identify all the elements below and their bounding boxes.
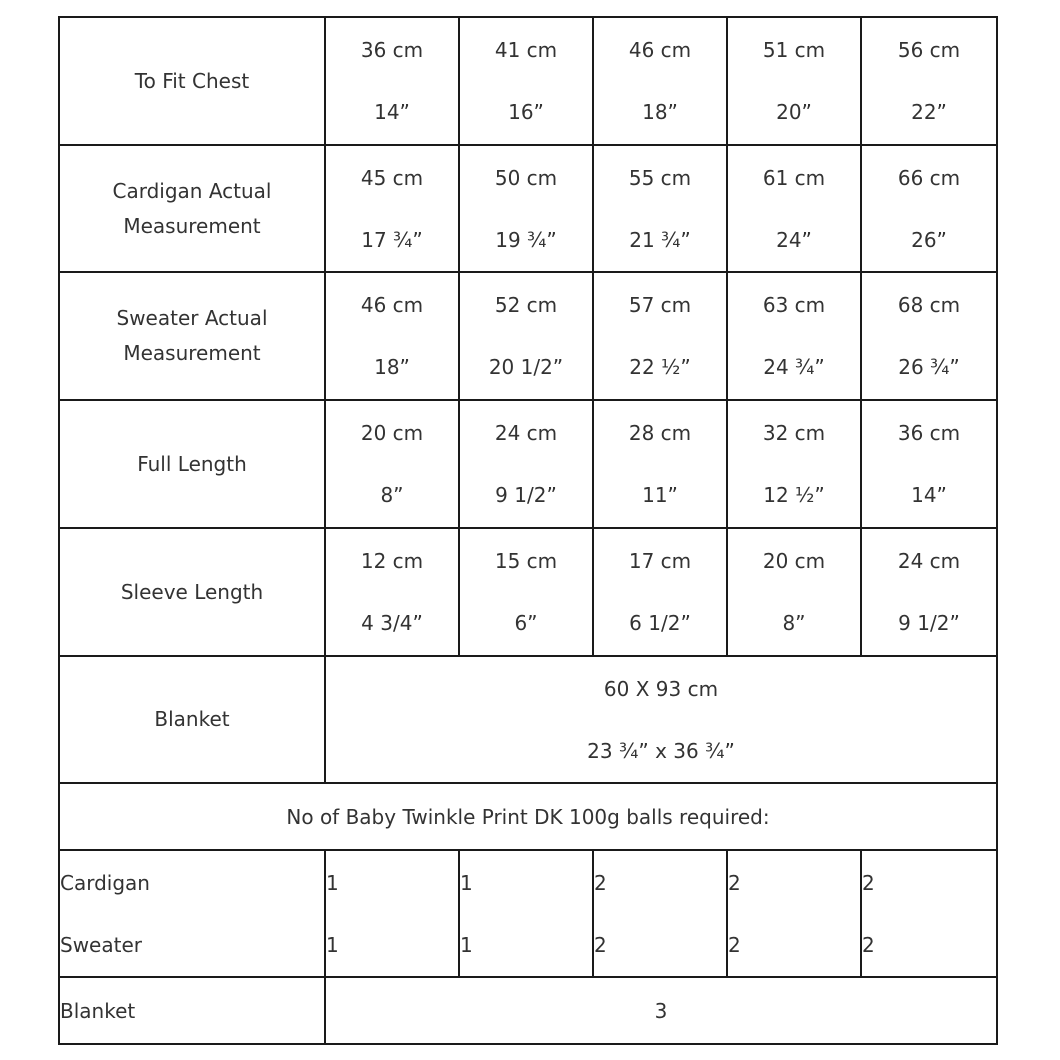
- size-cell: [325, 528, 459, 656]
- row-balls-garments: [59, 850, 997, 977]
- cardigan-count: 1: [460, 870, 473, 895]
- inch-value: 16”: [508, 100, 544, 124]
- inch-value: 14”: [374, 100, 410, 124]
- cm-value: 61 cm: [762, 165, 826, 190]
- label-text: Full Length: [137, 451, 247, 476]
- inch-value: 12 ½”: [763, 483, 825, 507]
- row-yarn-title: [59, 783, 997, 850]
- sweater-count: 1: [326, 932, 339, 957]
- cm-value: 55 cm: [628, 165, 692, 190]
- cm-value: 20 cm: [360, 421, 424, 445]
- inch-value: 21 ¾”: [629, 227, 691, 252]
- ball-count-cell: [861, 850, 997, 977]
- cm-value: 36 cm: [897, 421, 961, 445]
- inch-value: 20”: [776, 100, 812, 124]
- cardigan-count: 2: [594, 870, 607, 895]
- size-cell: [861, 272, 997, 400]
- size-cell: [593, 400, 727, 528]
- size-cell: [727, 17, 861, 145]
- label-text: Blanket: [154, 707, 230, 731]
- inch-value: 4 3/4”: [361, 611, 423, 635]
- cm-value: 46 cm: [360, 293, 424, 317]
- inch-value: 19 ¾”: [495, 227, 557, 252]
- inch-value: 22 ½”: [629, 355, 691, 379]
- row-full-length: [59, 400, 997, 528]
- row-label: [59, 528, 325, 656]
- row-label: [59, 400, 325, 528]
- cm-value: 63 cm: [762, 293, 826, 317]
- cm-value: 50 cm: [494, 165, 558, 190]
- row-label: [59, 656, 325, 783]
- cm-value: 60 X 93 cm: [603, 676, 719, 701]
- cm-value: 66 cm: [897, 165, 961, 190]
- size-cell: [459, 528, 593, 656]
- inch-value: 9 1/2”: [898, 611, 960, 635]
- cm-value: 12 cm: [360, 549, 424, 573]
- cm-value: 68 cm: [897, 293, 961, 317]
- inch-value: 20 1/2”: [488, 355, 564, 379]
- size-cell: [593, 528, 727, 656]
- cm-value: 52 cm: [494, 293, 558, 317]
- sweater-count: 1: [460, 932, 473, 957]
- sweater-count: 2: [594, 932, 607, 957]
- size-cell: [727, 145, 861, 272]
- row-blanket-size: [59, 656, 997, 783]
- inch-value: 6 1/2”: [629, 611, 691, 635]
- size-cell: [593, 17, 727, 145]
- row-to-fit-chest: [59, 17, 997, 145]
- cm-value: 36 cm: [360, 38, 424, 62]
- inch-value: 17 ¾”: [361, 227, 423, 252]
- size-cell: [727, 528, 861, 656]
- cm-value: 24 cm: [897, 549, 961, 573]
- size-cell: [459, 272, 593, 400]
- row-sweater-actual: [59, 272, 997, 400]
- ball-count-cell: [459, 850, 593, 977]
- cm-value: 17 cm: [628, 549, 692, 573]
- label-text: Cardigan: [60, 870, 150, 895]
- cardigan-count: 2: [862, 870, 875, 895]
- sweater-count: 2: [862, 932, 875, 957]
- size-cell: [861, 145, 997, 272]
- size-cell: [861, 528, 997, 656]
- label-text: Sweater Actual: [116, 306, 268, 330]
- yarn-requirement-title: No of Baby Twinkle Print DK 100g balls required:: [59, 783, 997, 850]
- label-text: Measurement: [123, 213, 261, 238]
- cm-value: 24 cm: [494, 421, 558, 445]
- size-cell: [325, 272, 459, 400]
- size-cell: [459, 145, 593, 272]
- row-label: [59, 17, 325, 145]
- label-text: Cardigan Actual: [112, 178, 272, 203]
- size-cell: [325, 145, 459, 272]
- inch-value: 8”: [782, 611, 806, 635]
- blanket-ball-count: 3: [325, 977, 997, 1044]
- ball-count-cell: [593, 850, 727, 977]
- size-cell: [861, 17, 997, 145]
- size-cell: [861, 400, 997, 528]
- inch-value: 9 1/2”: [495, 483, 557, 507]
- inch-value: 11”: [642, 483, 678, 507]
- size-cell: [325, 400, 459, 528]
- row-label: Blanket: [59, 977, 325, 1044]
- ball-count-cell: [325, 850, 459, 977]
- inch-value: 26”: [911, 227, 947, 252]
- size-cell: [459, 400, 593, 528]
- sweater-count: 2: [728, 932, 741, 957]
- inch-value: 26 ¾”: [898, 355, 960, 379]
- cardigan-count: 2: [728, 870, 741, 895]
- row-label: [59, 272, 325, 400]
- inch-value: 18”: [374, 355, 410, 379]
- cm-value: 15 cm: [494, 549, 558, 573]
- garment-labels: [59, 850, 325, 977]
- label-text: Sweater: [60, 932, 142, 957]
- inch-value: 14”: [911, 483, 947, 507]
- size-cell: [727, 272, 861, 400]
- label-text: Measurement: [123, 341, 261, 365]
- row-sleeve-length: [59, 528, 997, 656]
- size-cell: [593, 272, 727, 400]
- row-blanket-balls: [59, 977, 997, 1044]
- cm-value: 28 cm: [628, 421, 692, 445]
- label-text: To Fit Chest: [134, 68, 250, 93]
- inch-value: 23 ¾” x 36 ¾”: [587, 738, 735, 763]
- cm-value: 32 cm: [762, 421, 826, 445]
- inch-value: 8”: [380, 483, 404, 507]
- inch-value: 24”: [776, 227, 812, 252]
- cm-value: 20 cm: [762, 549, 826, 573]
- cm-value: 51 cm: [762, 38, 826, 62]
- cardigan-count: 1: [326, 870, 339, 895]
- inch-value: 24 ¾”: [763, 355, 825, 379]
- cm-value: 57 cm: [628, 293, 692, 317]
- cm-value: 45 cm: [360, 165, 424, 190]
- size-chart-table: [58, 16, 998, 1045]
- blanket-dimension-cell: [325, 656, 997, 783]
- label-text: Sleeve Length: [120, 579, 264, 604]
- inch-value: 22”: [911, 100, 947, 124]
- size-cell: [459, 17, 593, 145]
- inch-value: 6”: [514, 611, 538, 635]
- ball-count-cell: [727, 850, 861, 977]
- cm-value: 56 cm: [897, 38, 961, 62]
- row-cardigan-actual: [59, 145, 997, 272]
- size-cell: [727, 400, 861, 528]
- inch-value: 18”: [642, 100, 678, 124]
- row-label: [59, 145, 325, 272]
- size-cell: [593, 145, 727, 272]
- cm-value: 41 cm: [494, 38, 558, 62]
- size-cell: [325, 17, 459, 145]
- cm-value: 46 cm: [628, 38, 692, 62]
